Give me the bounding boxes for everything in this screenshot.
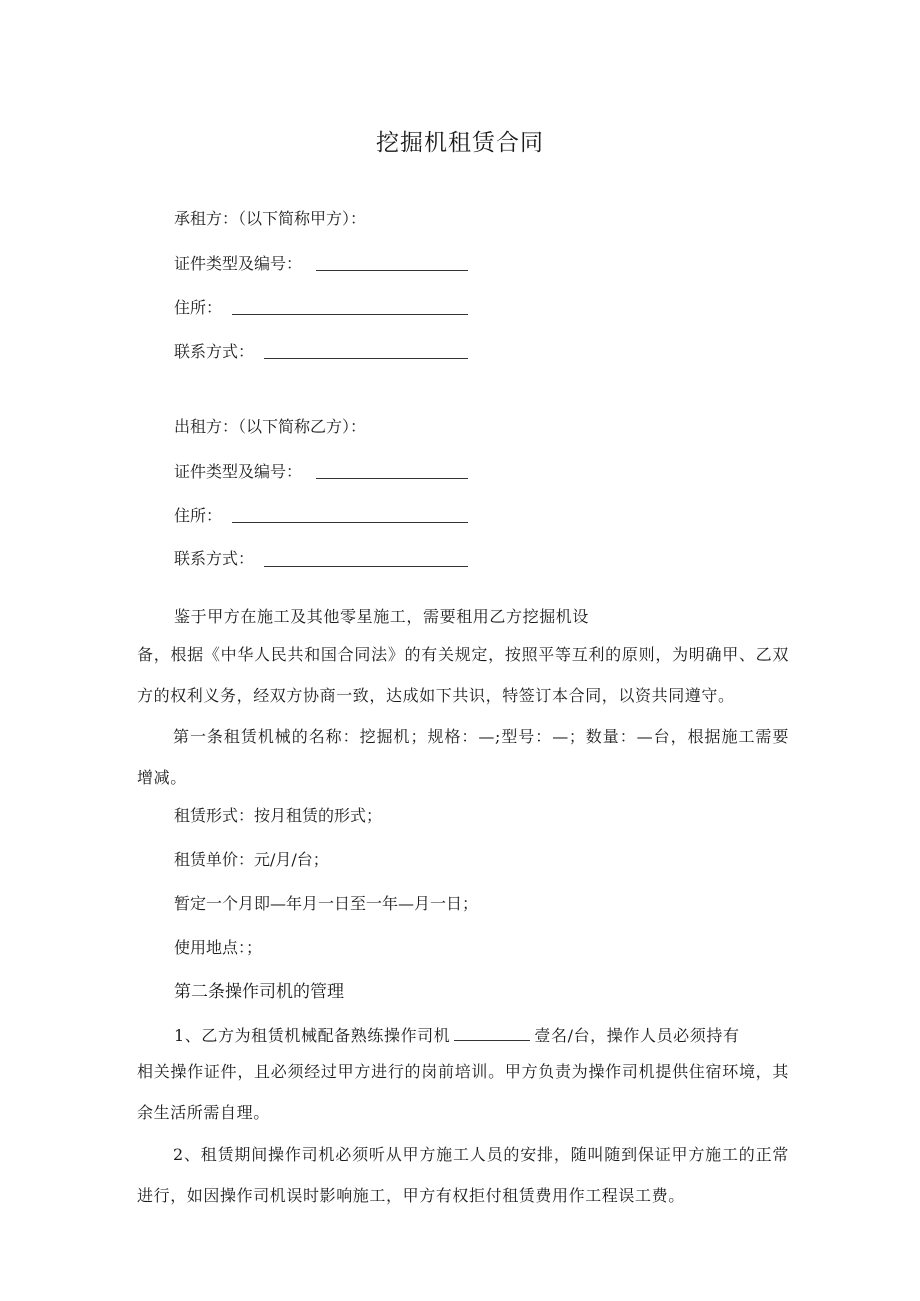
- lessor-id-label: 证件类型及编号：: [174, 462, 303, 481]
- article-2-title: 第二条操作司机的管理: [174, 982, 344, 1002]
- lessee-contact-label: 联系方式：: [174, 342, 255, 361]
- lessee-address-blank: [232, 314, 468, 315]
- lessee-id-label: 证件类型及编号：: [174, 254, 303, 273]
- use-location: 使用地点：；: [174, 938, 263, 957]
- lessee-contact-blank: [264, 358, 468, 359]
- clause-2: 2、租赁期间操作司机必须听从甲方施工人员的安排，随叫随到保证甲方施工的正常进行，如因操作司机误时影响施工，甲方有权拒付租赁费用作工程误工费。: [137, 1145, 789, 1205]
- lessee-address-label: 住所：: [174, 298, 223, 317]
- document-title: 挖掘机租赁合同: [376, 130, 544, 156]
- lessor-contact-blank: [264, 566, 468, 567]
- lease-period: 暂定一个月即—年月一日至一年—月一日；: [174, 894, 479, 913]
- clause-1-part-b: 壹名/台，操作人员必须持有: [534, 1026, 740, 1045]
- lease-form: 租赁形式：按月租赁的形式；: [174, 806, 383, 825]
- clause-1-part-a: 1、乙方为租赁机械配备熟练操作司机: [174, 1026, 451, 1045]
- lessor-address-blank: [232, 522, 468, 523]
- lessor-id-blank: [316, 478, 468, 479]
- preamble-body: 备，根据《中华人民共和国合同法》的有关规定，按照平等互利的原则，为明确甲、乙双方的权利义务，经双方协商一致，达成如下共识，特签订本合同，以资共同遵守。: [137, 645, 789, 705]
- lessee-id-blank: [316, 270, 468, 271]
- clause-1-line-1: [174, 1025, 740, 1046]
- article-1: 第一条租赁机械的名称：挖掘机；规格：—;型号：—；数量：—台，根据施工需要增减。: [137, 727, 789, 787]
- lessor-contact-label: 联系方式：: [174, 549, 255, 568]
- lessee-heading: 承租方：（以下简称甲方）：: [174, 209, 367, 228]
- clause-1-body: 相关操作证件，且必须经过甲方进行的岗前培训。甲方负责为操作司机提供住宿环境，其余生活所需自理。: [137, 1062, 789, 1122]
- unit-price: 租赁单价：元/月/台；: [174, 850, 329, 869]
- preamble-line-1: 鉴于甲方在施工及其他零星施工，需要租用乙方挖掘机设: [174, 607, 590, 626]
- lessor-address-label: 住所：: [174, 506, 223, 525]
- driver-count-blank: [454, 1025, 530, 1041]
- lessor-heading: 出租方：（以下简称乙方）：: [174, 417, 367, 436]
